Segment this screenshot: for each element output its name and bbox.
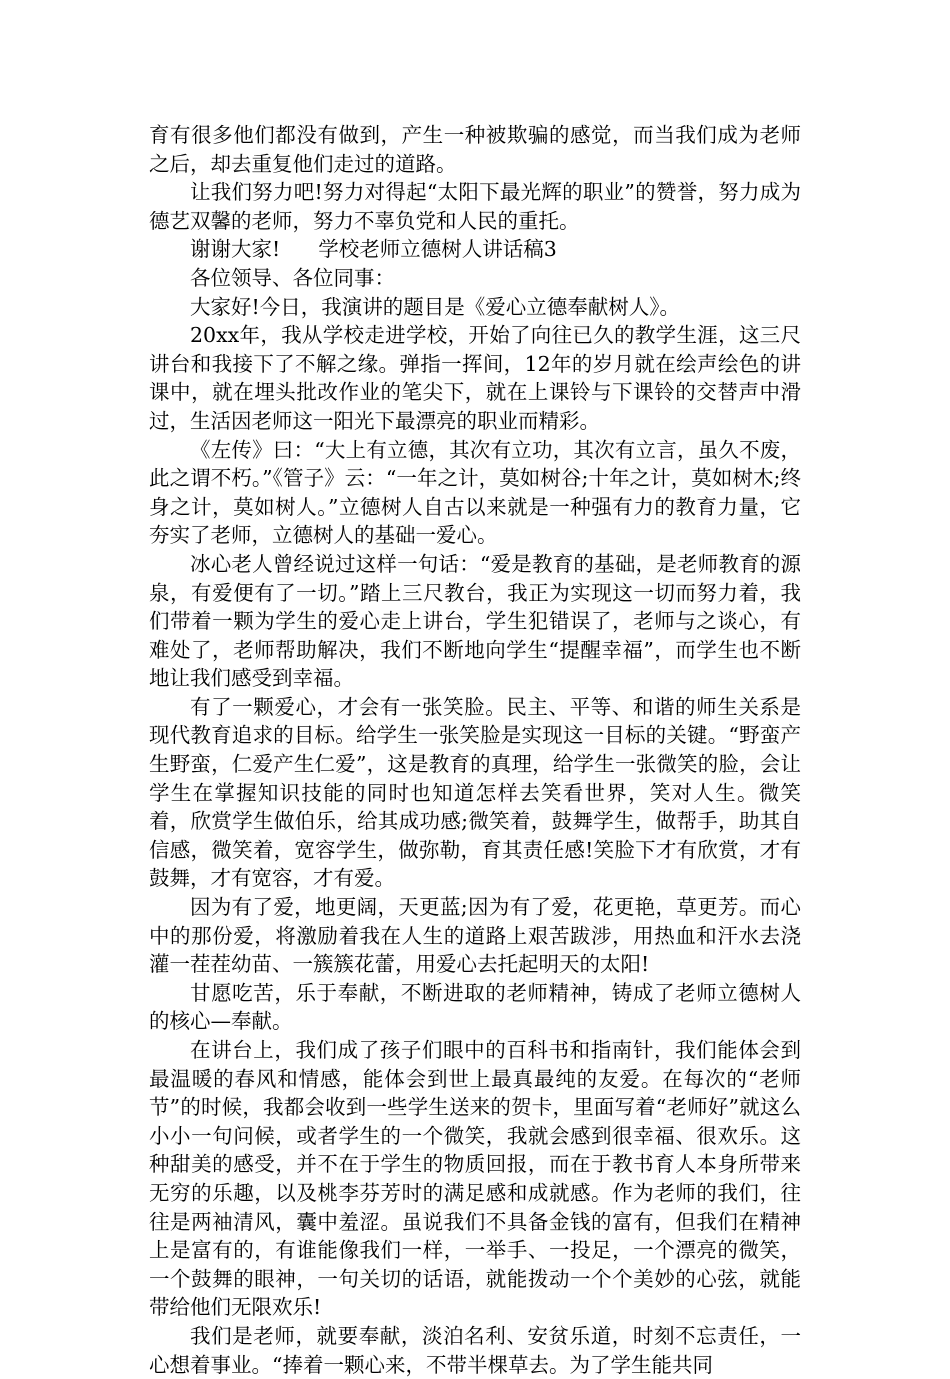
closing-text: 谢谢大家! bbox=[190, 237, 281, 262]
closing-and-title-line bbox=[149, 235, 801, 264]
paragraph-love: 因为有了爱，地更阔，天更蓝;因为有了爱，花更艳，草更芳。而心中的那份爱，将激励着我在人生的道路上艰苦跋涉，用热血和汗水去浇灌一茬茬幼苗、一簇簇花蕾，用爱心去托起明天的太阳! bbox=[149, 895, 801, 977]
paragraph-teacher: 我们是老师，就要奉献，淡泊名利、安贫乐道，时刻不忘责任，一心想着事业。“捧着一颗心来，不带半棵草去。为了学生能共同 bbox=[149, 1323, 801, 1377]
document-page bbox=[149, 121, 801, 1379]
paragraph-continuation: 育有很多他们都没有做到，产生一种被欺骗的感觉，而当我们成为老师之后，却去重复他们走过的道路。 bbox=[149, 123, 801, 176]
paragraph-podium: 在讲台上，我们成了孩子们眼中的百科书和指南针，我们能体会到最温暖的春风和情感，能体会到世上最真最纯的友爱。在每次的“老师节”的时候，我都会收到一些学生送来的贺卡，里面写着“老师好”就这么小小一句问候，或者学生的一个微笑，我就会感到很幸福、很欢乐。这种甜美的感受，并不在于学生的物质回报，而在于教书育人本身所带来无穷的乐趣，以及桃李芬芳时的满足感和成就感。作为老师的我们，往往是两袖清风，囊中羞涩。虽说我们不具备金钱的富有，但我们在精神上是富有的，有谁能像我们一样，一举手、一投足，一个漂亮的微笑，一个鼓舞的眼神，一句关切的话语，就能拨动一个个美妙的心弦，就能带给他们无限欢乐! bbox=[149, 1038, 801, 1320]
paragraph-zuozhuan: 《左传》曰：“大上有立德，其次有立功，其次有立言，虽久不废，此之谓不朽。”《管子》云：“一年之计，莫如树谷;十年之计，莫如树木;终身之计，莫如树人。”立德树人自古以来就是一种强有力的教育力量，它夯实了老师，立德树人的基础一爱心。 bbox=[149, 437, 801, 548]
paragraph-career: 20xx年，我从学校走进学校，开始了向往已久的教学生涯，这三尺讲台和我接下了不解之缘。弹指一挥间，12年的岁月就在绘声绘色的讲课中，就在埋头批改作业的笔尖下，就在上课铃与下课铃的交替声中滑过，生活因老师这一阳光下最漂亮的职业而精彩。 bbox=[149, 323, 801, 433]
paragraph-dedication: 甘愿吃苦，乐于奉献，不断进取的老师精神，铸成了老师立德树人的核心—奉献。 bbox=[149, 980, 801, 1034]
paragraph-salutation: 各位领导、各位同事： bbox=[190, 265, 395, 290]
paragraph-smile: 有了一颗爱心，才会有一张笑脸。民主、平等、和谐的师生关系是现代教育追求的目标。给学生一张笑脸是实现这一目标的关键。“野蛮产生野蛮，仁爱产生仁爱”，这是教育的真理，给学生一张微笑的脸，会让学生在掌握知识技能的同时也知道怎样去笑看世界，笑对人生。微笑着，欣赏学生做伯乐，给其成功感;微笑着，鼓舞学生，做帮手，助其自信感，微笑着，宽容学生，做弥勒，育其责任感!笑脸下才有欣赏，才有鼓舞，才有宽容，才有爱。 bbox=[149, 694, 801, 891]
speech-title: 学校老师立德树人讲话稿3 bbox=[318, 237, 557, 262]
paragraph-effort: 让我们努力吧!努力对得起“太阳下最光辉的职业”的赞誉，努力成为德艺双馨的老师，努力不辜负党和人民的重托。 bbox=[149, 180, 801, 233]
paragraph-greeting: 大家好!今日，我演讲的题目是《爱心立德奉献树人》。 bbox=[190, 294, 680, 319]
paragraph-bingxin: 冰心老人曾经说过这样一句话：“爱是教育的基础，是老师教育的源泉，有爱便有了一切。”踏上三尺教台，我正为实现这一切而努力着，我们带着一颗为学生的爱心走上讲台，学生犯错误了，老师与之谈心，有难处了，老师帮助解决，我们不断地向学生“提醒幸福”，而学生也不断地让我们感受到幸福。 bbox=[149, 551, 801, 691]
